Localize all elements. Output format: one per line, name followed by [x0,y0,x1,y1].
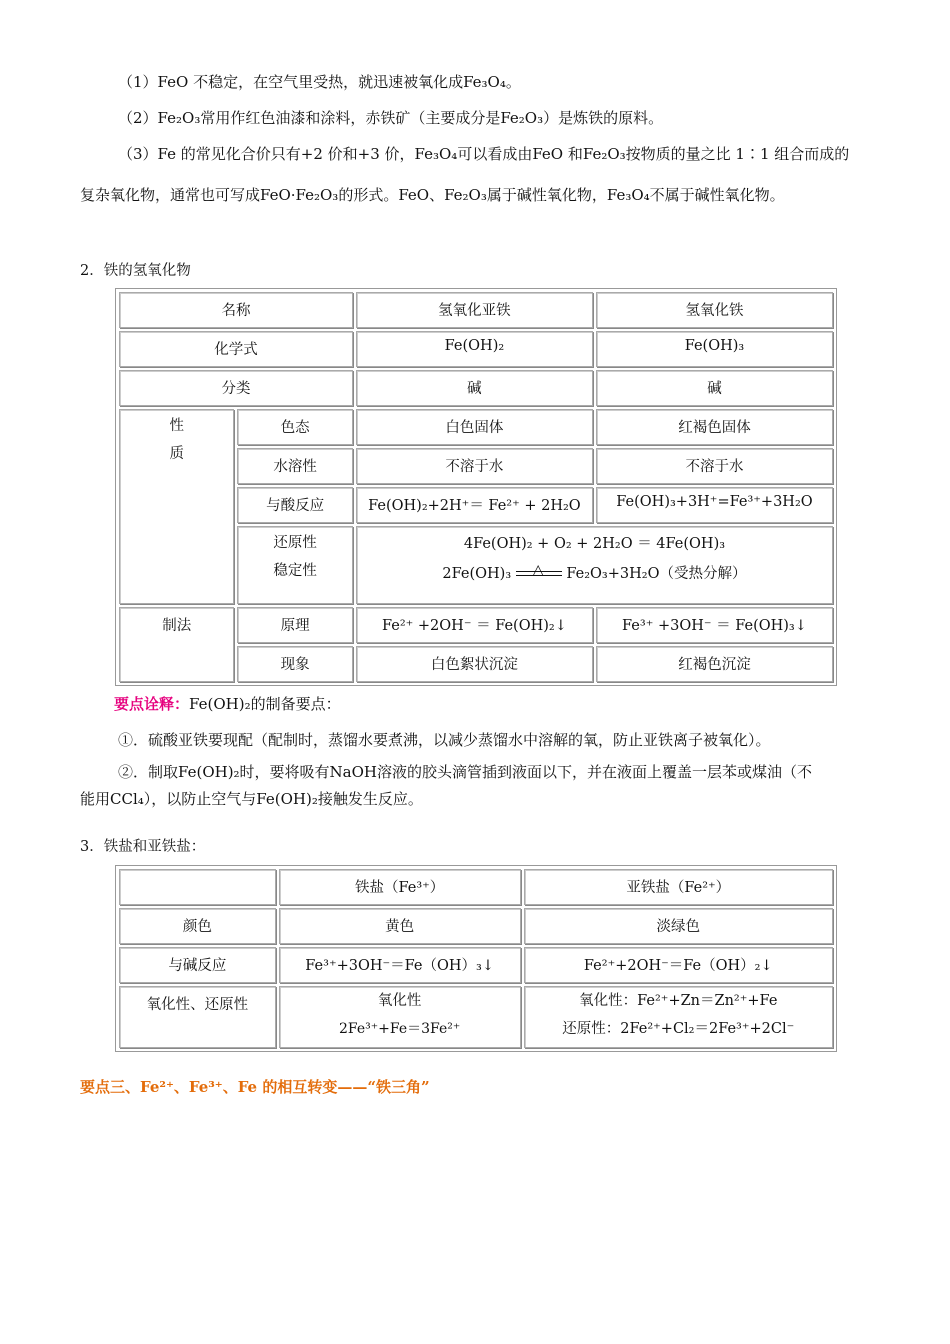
label-base-reaction: 与碱反应 [119,947,276,983]
header-name: 名称 [119,292,353,328]
base-reaction-ferric-salt: Fe³⁺+3OH⁻＝Fe（OH）₃↓ [279,947,521,983]
note-line [114,693,341,714]
solubility-ferrous: 不溶于水 [356,448,593,484]
label-preparation: 制法 [119,607,234,682]
color-state-ferrous: 白色固体 [356,409,593,445]
paragraph-fe3o4-line1: （3）Fe 的常见化合价只有+2 价和+3 价，Fe₃O₄可以看成由FeO 和Fe₂O₃按物质的量之比 1∶1 组合而成的 [118,145,850,163]
label-principle: 原理 [237,607,352,643]
table-row [119,869,833,905]
phenomenon-ferric: 红褐色沉淀 [596,646,833,682]
heat-arrow-icon [516,562,562,583]
table-row [119,292,833,328]
heat-symbol: △ [532,562,544,578]
header-ferric-salt: 铁盐（Fe³⁺） [279,869,521,905]
header-ferric-hydroxide: 氢氧化铁 [596,292,833,328]
solubility-ferric: 不溶于水 [596,448,833,484]
header-empty [119,869,276,905]
table-row [119,607,833,643]
section-heading-iron-salts: 3．铁盐和亚铁盐： [80,839,206,855]
principle-ferrous: Fe²⁺ +2OH⁻ ＝ Fe(OH)₂↓ [356,607,593,643]
base-reaction-ferrous-salt: Fe²⁺+2OH⁻＝Fe（OH）₂↓ [524,947,833,983]
reducibility-stability-equations [356,526,833,604]
redox-ferrous-salt [524,986,833,1048]
formula-ferric: Fe(OH)₃ [596,331,833,367]
label-stability: 稳定性 [273,563,317,579]
label-color: 颜色 [119,908,276,944]
principle-ferric: Fe³⁺ +3OH⁻ ＝ Fe(OH)₃↓ [596,607,833,643]
paragraph-fe2o3: （2）Fe₂O₃常用作红色油漆和涂料，赤铁矿（主要成分是Fe₂O₃）是炼铁的原料。 [118,109,664,127]
header-ferrous-salt: 亚铁盐（Fe²⁺） [524,869,833,905]
acid-reaction-ferrous: Fe(OH)₂+2H⁺＝ Fe²⁺ + 2H₂O [356,487,593,523]
color-ferrous-salt: 淡绿色 [524,908,833,944]
label-color-state: 色态 [237,409,352,445]
stability-equation-right: Fe₂O₃+3H₂O（受热分解） [566,566,747,582]
label-category: 分类 [119,370,353,406]
label-acid-reaction: 与酸反应 [237,487,352,523]
note-title-tail: Fe(OH)₂的制备要点： [189,695,341,713]
label-properties: 性 质 [119,409,234,604]
header-ferrous-hydroxide: 氢氧化亚铁 [356,292,593,328]
phenomenon-ferrous: 白色絮状沉淀 [356,646,593,682]
stability-equation [361,559,828,589]
redox-ferrous-line2: 还原性：2Fe²⁺+Cl₂＝2Fe³⁺+2Cl⁻ [562,1021,795,1037]
label-reducibility: 还原性 [273,535,317,551]
redox-ferric-line1: 氧化性 [377,993,422,1009]
category-ferric: 碱 [596,370,833,406]
label-solubility: 水溶性 [237,448,352,484]
redox-ferric-line2: 2Fe³⁺+Fe＝3Fe²⁺ [339,1021,461,1037]
note-item-2-line1: ②．制取Fe(OH)₂时，要将吸有NaOH溶液的胶头滴管插到液面以下，并在液面上覆盖一层苯或煤油（不 [118,763,813,781]
section-heading-iron-triangle: 要点三、Fe²⁺、Fe³⁺、Fe 的相互转变——“铁三角” [80,1078,430,1096]
label-formula: 化学式 [119,331,353,367]
color-state-ferric: 红褐色固体 [596,409,833,445]
redox-ferric-salt [279,986,521,1048]
table-row [119,370,833,406]
color-ferric-salt: 黄色 [279,908,521,944]
note-item-1: ①．硫酸亚铁要现配（配制时，蒸馏水要煮沸，以减少蒸馏水中溶解的氧，防止亚铁离子被氧化）。 [118,731,771,749]
section-heading-hydroxides: 2．铁的氢氧化物 [80,263,191,279]
table-row [119,986,833,1048]
table-row [119,331,833,367]
table-row [119,947,833,983]
category-ferrous: 碱 [356,370,593,406]
paragraph-fe3o4-line2: 复杂氧化物，通常也可写成FeO·Fe₂O₃的形式。FeO、Fe₂O₃属于碱性氧化物，Fe₃O₄不属于碱性氧化物。 [80,186,785,204]
hydroxides-table [115,288,837,686]
note-title: 要点诠释： [114,695,190,713]
stability-equation-left: 2Fe(OH)₃ [442,566,512,582]
table-row [119,409,833,445]
note-item-2-line2: 能用CCl₄），以防止空气与Fe(OH)₂接触发生反应。 [80,790,423,808]
paragraph-feo: （1）FeO 不稳定，在空气里受热，就迅速被氧化成Fe₃O₄。 [118,73,521,91]
acid-reaction-ferric: Fe(OH)₃+3H⁺=Fe³⁺+3H₂O [596,487,833,523]
label-redox: 氧化性、还原性 [119,986,276,1048]
formula-ferrous: Fe(OH)₂ [356,331,593,367]
table-row [119,908,833,944]
redox-ferrous-line1: 氧化性：Fe²⁺+Zn＝Zn²⁺+Fe [579,993,778,1009]
iron-salts-table [115,865,837,1052]
reducibility-equation: 4Fe(OH)₂ + O₂ + 2H₂O ＝ 4Fe(OH)₃ [463,536,726,552]
label-phenomenon: 现象 [237,646,352,682]
label-reducibility-stability [237,526,352,604]
